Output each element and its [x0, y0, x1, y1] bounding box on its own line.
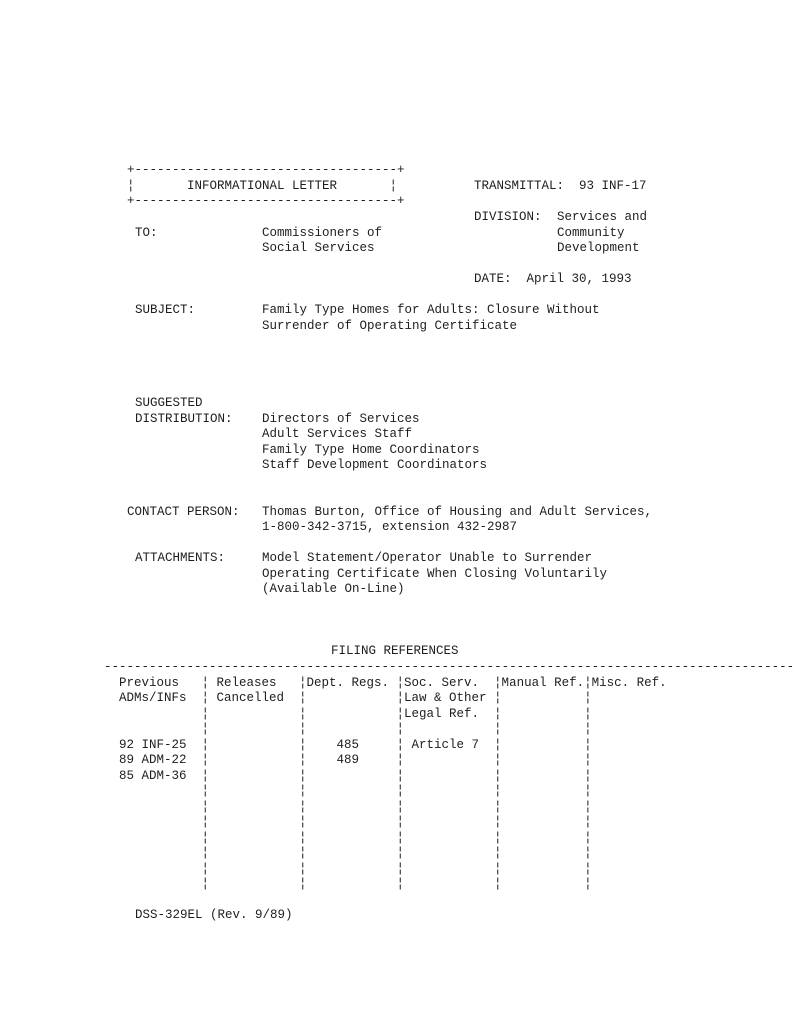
attachment-line: (Available On-Line): [262, 582, 405, 596]
distribution-item: Family Type Home Coordinators: [262, 443, 480, 457]
division-label: DIVISION:: [474, 210, 542, 224]
header-box-bottom: +-----------------------------------+: [127, 194, 405, 208]
subject-line: Surrender of Operating Certificate: [262, 319, 518, 333]
to-label: TO:: [135, 226, 158, 240]
filing-table-row: ¦ ¦ ¦ ¦ ¦: [119, 877, 592, 891]
subject-line: Family Type Homes for Adults: Closure Without: [262, 303, 600, 317]
filing-table-row: ¦ ¦ ¦ ¦ ¦: [119, 722, 592, 736]
filing-table-row: 85 ADM-36 ¦ ¦ ¦ ¦ ¦: [119, 769, 592, 783]
division-line: Community: [557, 226, 625, 240]
distribution-label: DISTRIBUTION:: [135, 412, 233, 426]
filing-table-row: ¦ ¦ ¦ ¦ ¦: [119, 784, 592, 798]
informational-letter-title: ¦ INFORMATIONAL LETTER ¦: [127, 179, 398, 193]
attachment-line: Operating Certificate When Closing Voluntarily: [262, 567, 608, 581]
contact-label: CONTACT PERSON:: [127, 505, 240, 519]
attachment-line: Model Statement/Operator Unable to Surrender: [262, 551, 593, 565]
filing-table-row: ¦ ¦ ¦ ¦ ¦: [119, 815, 592, 829]
transmittal-number: TRANSMITTAL: 93 INF-17: [474, 179, 647, 193]
header-box-top: +-----------------------------------+: [127, 163, 405, 177]
filing-table-row: ¦ ¦ ¦ ¦ ¦: [119, 800, 592, 814]
subject-label: SUBJECT:: [135, 303, 196, 317]
letter-date: DATE: April 30, 1993: [474, 272, 632, 286]
to-line: Social Services: [262, 241, 375, 255]
filing-table-row: 89 ADM-22 ¦ ¦ 489 ¦ ¦ ¦: [119, 753, 592, 767]
filing-table-row: ¦ ¦ ¦ ¦ ¦: [119, 831, 592, 845]
division-line: Services and: [557, 210, 648, 224]
filing-table-row: 92 INF-25 ¦ ¦ 485 ¦ Article 7 ¦ ¦: [119, 738, 592, 752]
contact-line: Thomas Burton, Office of Housing and Adult Services,: [262, 505, 653, 519]
to-line: Commissioners of: [262, 226, 383, 240]
filing-references-title: FILING REFERENCES: [331, 644, 459, 658]
contact-line: 1-800-342-3715, extension 432-2987: [262, 520, 518, 534]
filing-table-row: ¦ ¦ ¦ ¦ ¦: [119, 862, 592, 876]
distribution-item: Staff Development Coordinators: [262, 458, 488, 472]
filing-table-row: ¦ ¦ ¦ ¦ ¦: [119, 846, 592, 860]
filing-table-row: Previous ¦ Releases ¦Dept. Regs. ¦Soc. Serv. ¦Manual Ref.¦Misc. Ref.: [119, 676, 667, 690]
distribution-item: Adult Services Staff: [262, 427, 413, 441]
filing-table-row: ADMs/INFs ¦ Cancelled ¦ ¦Law & Other ¦ ¦: [119, 691, 592, 705]
division-line: Development: [557, 241, 640, 255]
distribution-item: Directors of Services: [262, 412, 420, 426]
filing-rule: --------------------------------------------------------------------------------------------: [104, 660, 794, 674]
form-number: DSS-329EL (Rev. 9/89): [135, 908, 293, 922]
distribution-label: SUGGESTED: [135, 396, 203, 410]
filing-table-row: ¦ ¦ ¦Legal Ref. ¦ ¦: [119, 707, 592, 721]
attachments-label: ATTACHMENTS:: [135, 551, 226, 565]
